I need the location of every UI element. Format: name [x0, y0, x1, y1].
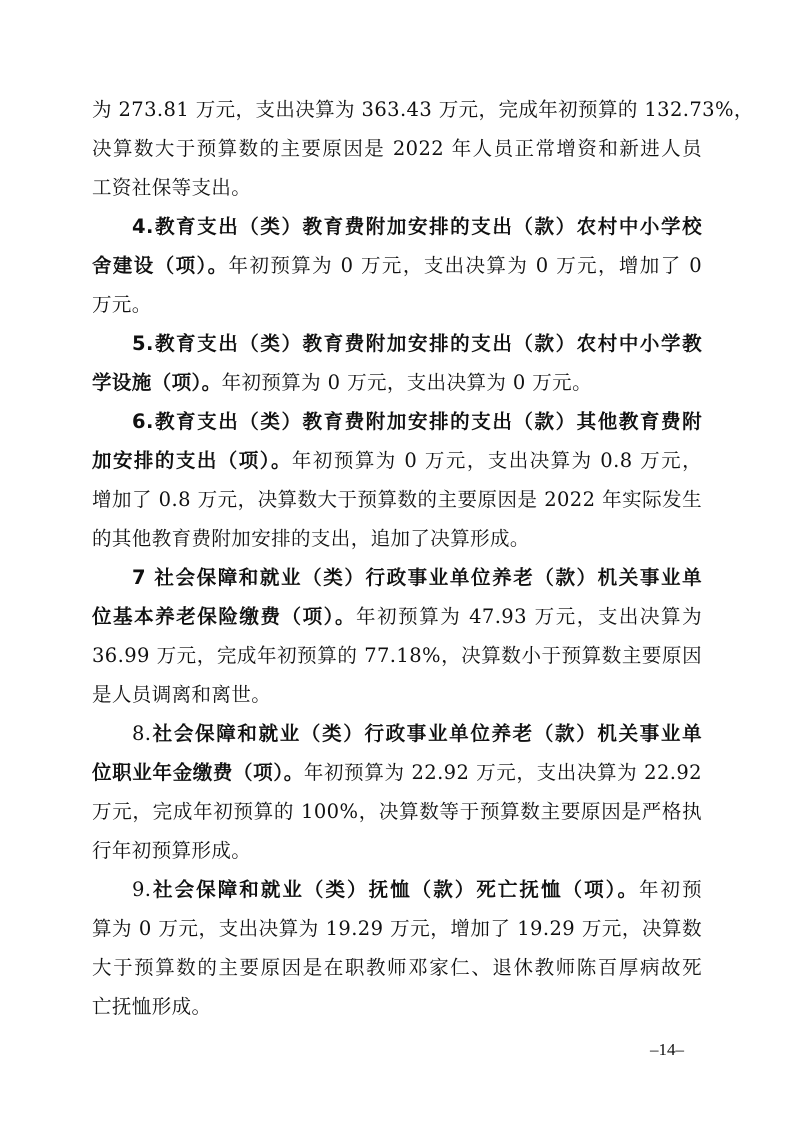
item-heading: 社会保障和就业（类）抚恤（款）死亡抚恤（项）。 — [151, 878, 639, 901]
text-line — [92, 254, 702, 278]
text-line — [92, 293, 702, 317]
text-line — [92, 488, 702, 512]
text-line — [92, 449, 702, 473]
text-line — [92, 605, 702, 629]
text-plain: 的其他教育费附加安排的支出，追加了决算形成。 — [92, 527, 530, 550]
text-line — [132, 566, 702, 590]
text-plain: 决算数大于预算数的主要原因是 2022 年人员正常增资和新进人员 — [92, 137, 702, 160]
text-line — [92, 644, 702, 668]
text-plain: 36.99 万元，完成年初预算的 77.18%，决算数小于预算数主要原因 — [92, 644, 702, 667]
text-plain: 年初预算为 0 万元，支出决算为 0 万元。 — [221, 371, 592, 394]
text-plain: 亡抚恤形成。 — [92, 995, 212, 1018]
text-line — [92, 98, 754, 122]
text-plain: 是人员调离和离世。 — [92, 683, 272, 706]
text-line — [92, 683, 702, 707]
text-line — [92, 176, 702, 200]
text-plain: 万元。 — [92, 293, 152, 316]
text-plain: 年初预算为 47.93 万元，支出决算为 — [356, 605, 702, 628]
text-line — [92, 371, 702, 395]
text-line — [92, 761, 702, 785]
text-plain: 年初预算为 0 万元，支出决算为 0 万元，增加了 0 — [228, 254, 702, 277]
item-heading: 位基本养老保险缴费（项）。 — [92, 605, 357, 628]
item-heading: 加安排的支出（项）。 — [92, 449, 292, 472]
text-plain: 算为 0 万元，支出决算为 19.29 万元，增加了 19.29 万元，决算数 — [92, 917, 702, 940]
text-line — [92, 956, 702, 980]
text-line — [92, 839, 702, 863]
page-number: –14– — [650, 1040, 684, 1059]
text-plain: 年初预算为 22.92 万元，支出决算为 22.92 — [303, 761, 702, 784]
text-line — [132, 722, 702, 746]
text-line — [92, 137, 702, 161]
item-heading: 学设施（项）。 — [92, 371, 222, 394]
item-heading: 6.教育支出（类）教育费附加安排的支出（款）其他教育费附 — [132, 410, 702, 433]
text-line — [92, 995, 702, 1019]
text-line — [132, 410, 702, 434]
text-plain: 万元，完成年初预算的 100%，决算数等于预算数主要原因是严格执 — [92, 800, 702, 823]
item-heading: 位职业年金缴费（项）。 — [92, 761, 304, 784]
text-line — [92, 917, 702, 941]
item-heading: 5.教育支出（类）教育费附加安排的支出（款）农村中小学教 — [132, 332, 702, 355]
text-plain: 为 273.81 万元，支出决算为 363.43 万元，完成年初预算的 132.73%， — [92, 98, 754, 121]
item-number: 8. — [132, 722, 152, 745]
text-plain: 年初预算为 0 万元，支出决算为 0.8 万元， — [291, 449, 702, 472]
text-line — [132, 215, 702, 239]
item-heading: 舍建设（项）。 — [92, 254, 229, 277]
text-line — [92, 527, 702, 551]
item-number: 9. — [132, 878, 152, 901]
text-plain: 工资社保等支出。 — [92, 176, 252, 199]
text-plain: 增加了 0.8 万元，决算数大于预算数的主要原因是 2022 年实际发生 — [92, 488, 702, 511]
item-heading: 4.教育支出（类）教育费附加安排的支出（款）农村中小学校 — [132, 215, 702, 238]
text-line — [132, 878, 702, 902]
text-line — [132, 332, 702, 356]
text-plain: 年初预 — [639, 878, 703, 901]
text-plain: 大于预算数的主要原因是在职教师邓家仁、退休教师陈百厚病故死 — [92, 956, 702, 979]
text-line — [92, 800, 702, 824]
item-heading: 7 社会保障和就业（类）行政事业单位养老（款）机关事业单 — [132, 566, 702, 589]
text-plain: 行年初预算形成。 — [92, 839, 252, 862]
item-heading: 社会保障和就业（类）行政事业单位养老（款）机关事业单 — [151, 722, 702, 745]
